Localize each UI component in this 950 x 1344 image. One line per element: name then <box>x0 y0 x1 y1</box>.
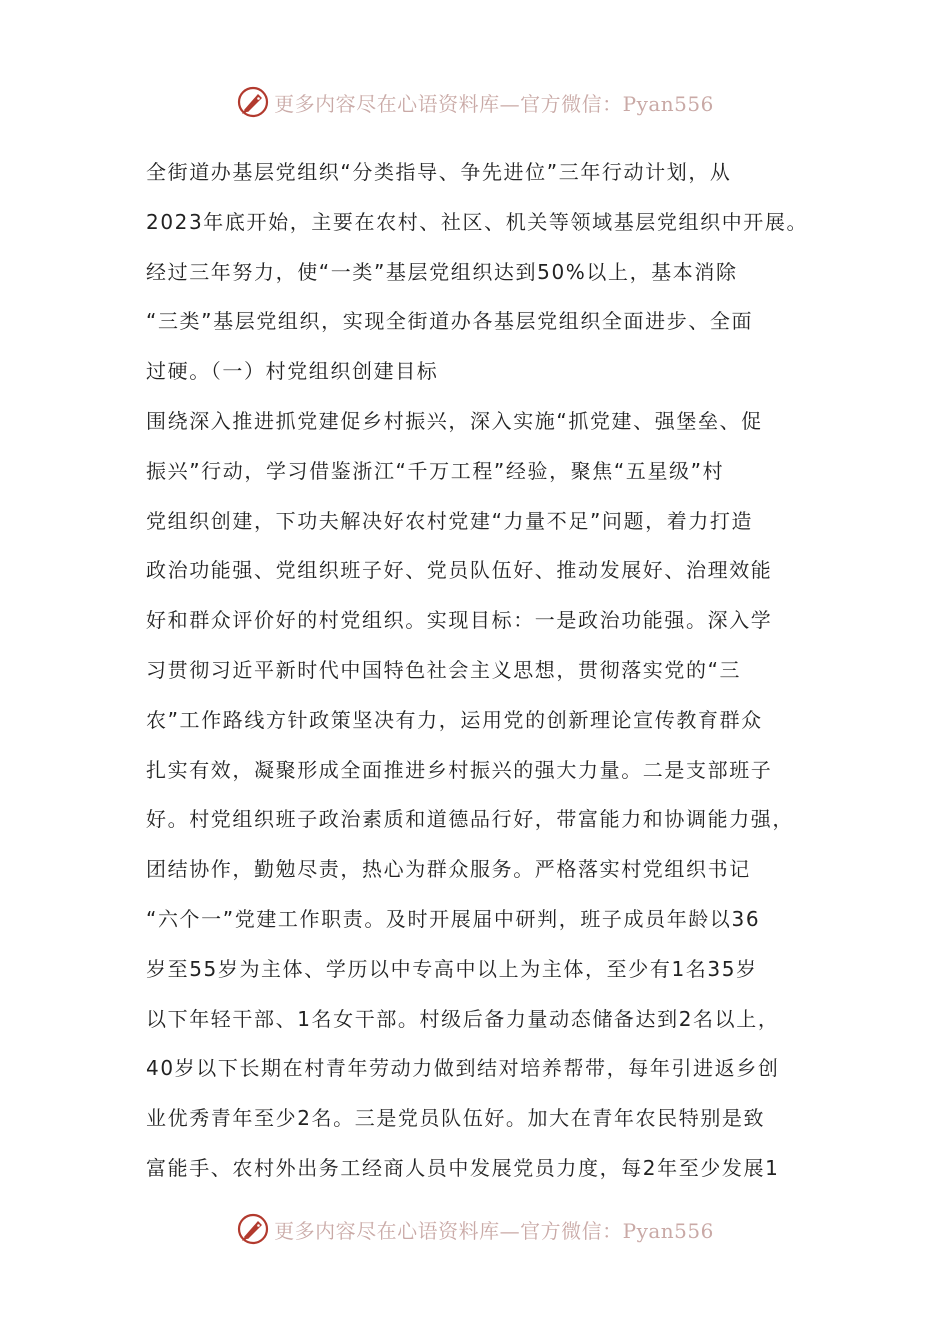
text-line: 习贯彻习近平新时代中国特色社会主义思想，贯彻落实党的“三 <box>146 657 742 682</box>
text-line: 振兴”行动，学习借鉴浙江“千万工程”经验，聚焦“五星级”村 <box>146 458 725 483</box>
text-line: “六个一”党建工作职责。及时开展届中研判，班子成员年龄以36 <box>146 906 761 931</box>
text-line: 围绕深入推进抓党建促乡村振兴，深入实施“抓党建、强堡垒、促 <box>146 408 763 433</box>
document-body <box>146 148 816 1194</box>
text-line: 扎实有效，凝聚形成全面推进乡村振兴的强大力量。二是支部班子 <box>146 757 773 782</box>
top-watermark-banner <box>0 82 950 122</box>
text-line: 岁至55岁为主体、学历以中专高中以上为主体，至少有1名35岁 <box>146 956 758 981</box>
text-line: 农”工作路线方针政策坚决有力，运用党的创新理论宣传教育群众 <box>146 707 763 732</box>
text-line: 2023年底开始，主要在农村、社区、机关等领域基层党组织中开展。 <box>146 209 809 234</box>
text-line: 全街道办基层党组织“分类指导、争先进位”三年行动计划，从 <box>146 160 732 184</box>
text-line: 经过三年努力，使“一类”基层党组织达到50%以上，基本消除 <box>146 259 738 284</box>
text-line: 以下年轻干部、1名女干部。村级后备力量动态储备达到2名以上， <box>146 1006 780 1031</box>
text-line: 业优秀青年至少2名。三是党员队伍好。加大在青年农民特别是致 <box>146 1106 766 1131</box>
pen-nib-logo-icon <box>236 85 270 119</box>
text-line: “三类”基层党组织，实现全街道办各基层党组织全面进步、全面 <box>146 309 754 334</box>
text-line: 团结协作，勤勉尽责，热心为群众服务。严格落实村党组织书记 <box>146 857 751 882</box>
text-line: 过硬。（一）村党组织创建目标 <box>146 359 439 384</box>
text-line: 富能手、农村外出务工经商人员中发展党员力度，每2年至少发展1 <box>146 1155 780 1180</box>
watermark-text: 更多内容尽在心语资料库—官方微信：Pyan556 <box>274 91 714 116</box>
bottom-watermark-banner <box>0 1209 950 1249</box>
text-line: 40岁以下长期在村青年劳动力做到结对培养帮带，每年引进返乡创 <box>146 1056 780 1081</box>
text-line: 好和群众评价好的村党组织。实现目标：一是政治功能强。深入学 <box>146 608 773 633</box>
text-line: 党组织创建，下功夫解决好农村党建“力量不足”问题，着力打造 <box>146 508 754 533</box>
pen-nib-logo-icon <box>236 1212 270 1246</box>
text-line: 好。村党组织班子政治素质和道德品行好，带富能力和协调能力强， <box>146 807 794 832</box>
text-line: 政治功能强、党组织班子好、党员队伍好、推动发展好、治理效能 <box>146 558 773 583</box>
watermark-text: 更多内容尽在心语资料库—官方微信：Pyan556 <box>274 1218 714 1243</box>
